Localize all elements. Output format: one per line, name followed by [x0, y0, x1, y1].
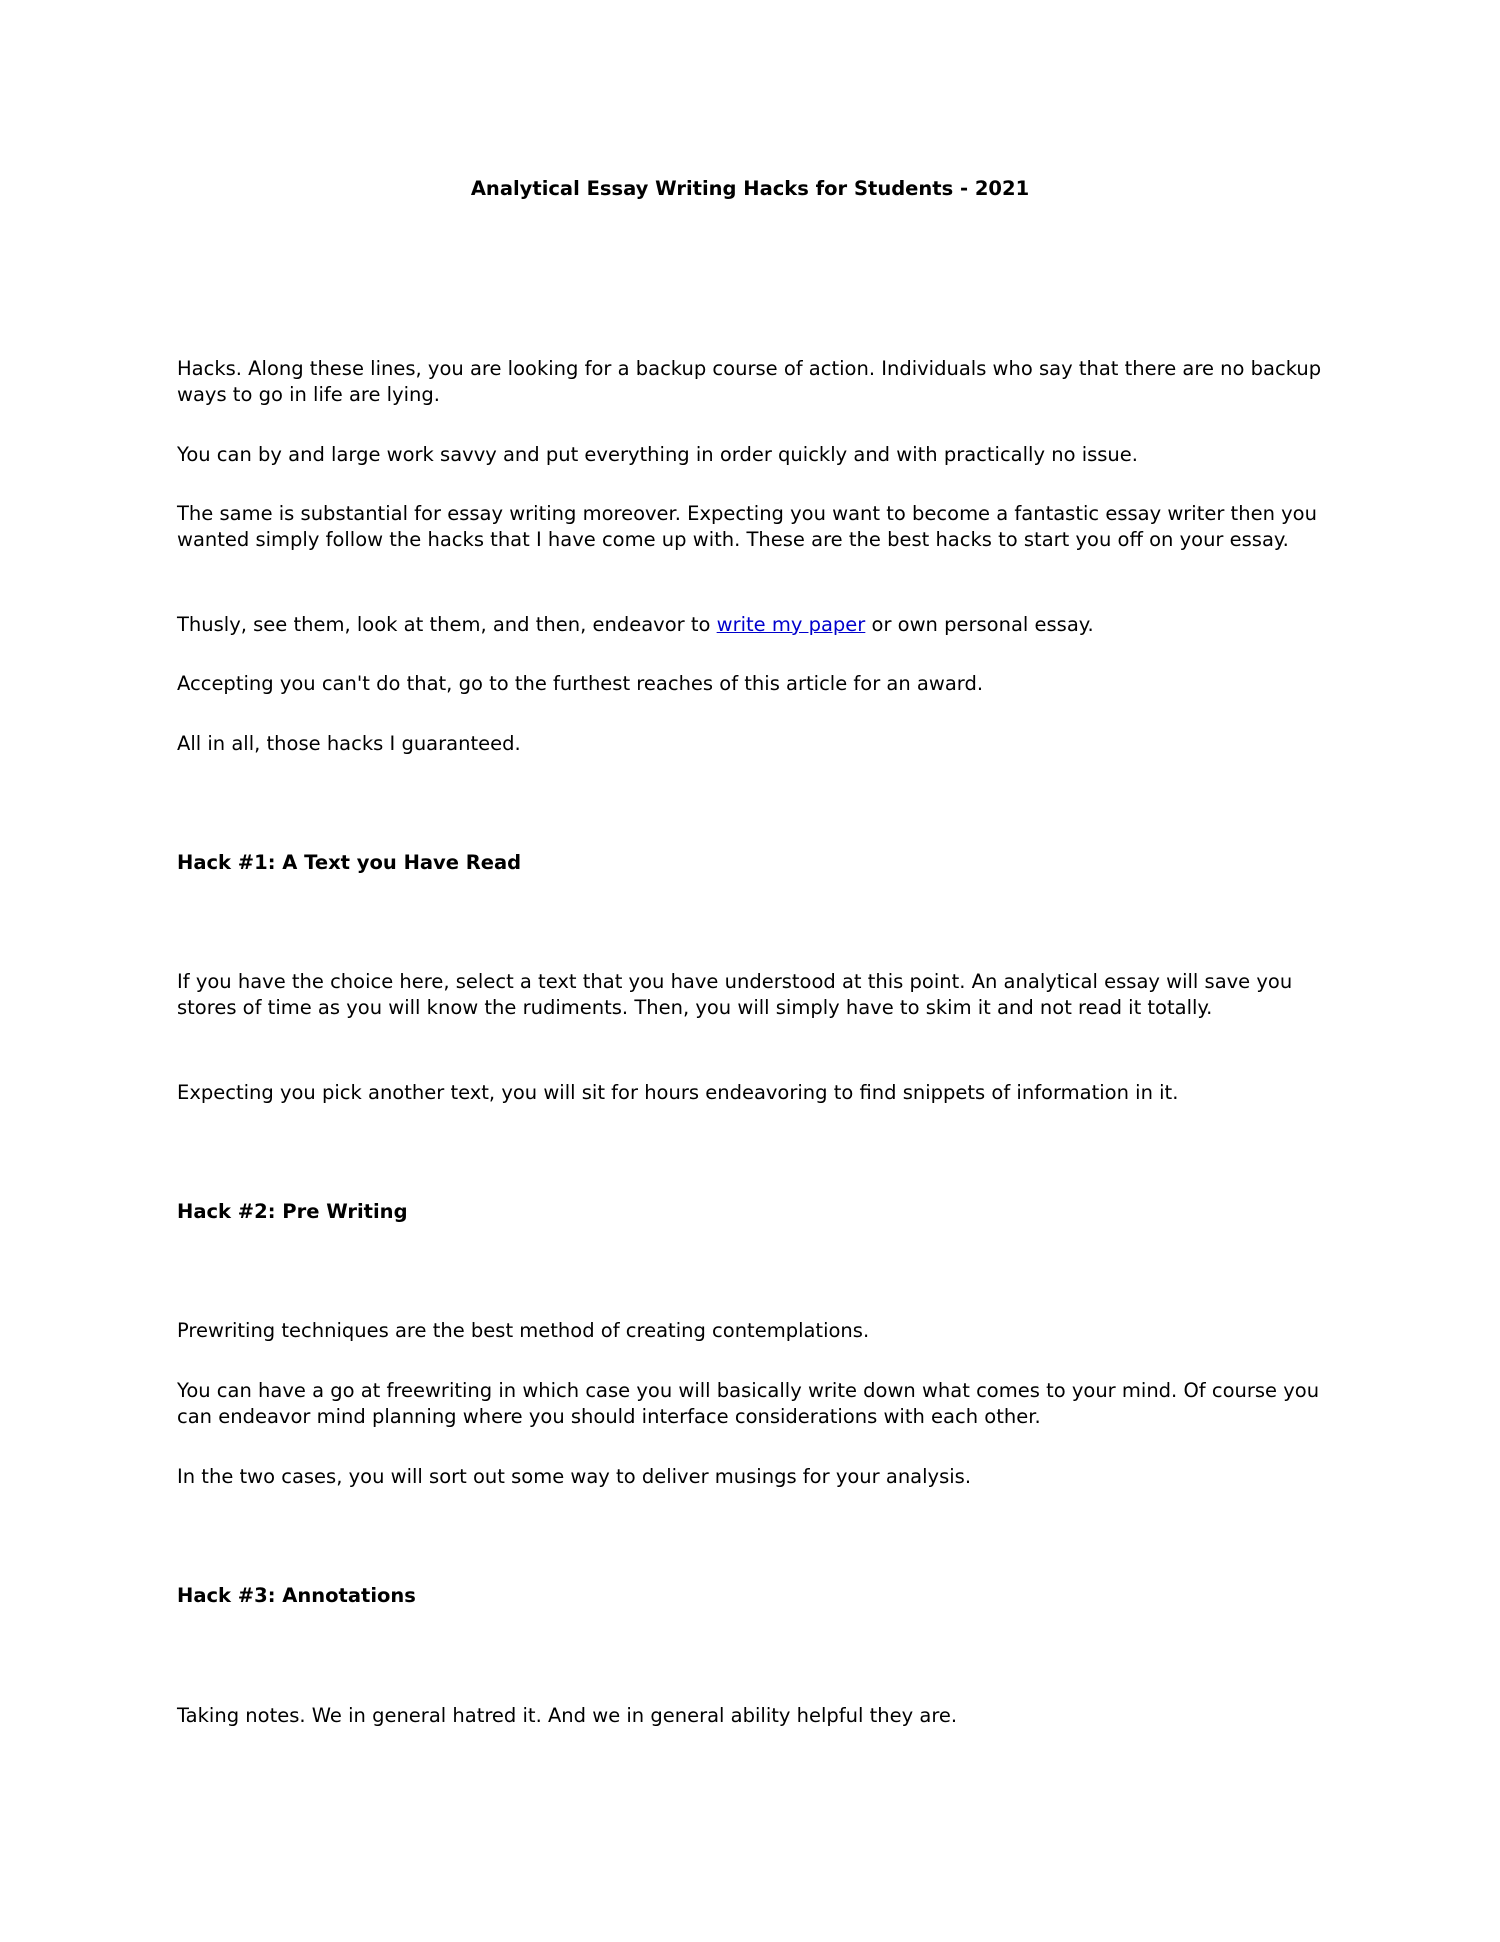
paragraph: You can have a go at freewriting in which case you will basically write down what comes to your mind. Of course you can endeavor mind planning where you should interface considerations with each other.: [177, 1379, 1320, 1428]
heading-hack-3: Hack #3: Annotations: [177, 1584, 416, 1607]
text: Thusly, see them, look at them, and then, endeavor to: [177, 613, 717, 636]
heading-hack-1: Hack #1: A Text you Have Read: [177, 851, 522, 874]
paragraph: Expecting you pick another text, you will sit for hours endeavoring to find snippets of information in it.: [177, 1081, 1179, 1104]
paragraph: In the two cases, you will sort out some way to deliver musings for your analysis.: [177, 1465, 972, 1488]
heading-hack-2: Hack #2: Pre Writing: [177, 1200, 408, 1223]
paragraph: All in all, those hacks I guaranteed.: [177, 732, 521, 755]
paragraph: If you have the choice here, select a text that you have understood at this point. An analytical essay will save you stores of time as you will know the rudiments. Then, you will simply have to skim it and not read it totally.: [177, 970, 1293, 1019]
paragraph: Prewriting techniques are the best method of creating contemplations.: [177, 1319, 870, 1342]
text: or own personal essay.: [865, 613, 1094, 636]
paragraph: Taking notes. We in general hatred it. And we in general ability helpful they are.: [177, 1704, 958, 1727]
paragraph: You can by and large work savvy and put everything in order quickly and with practically no issue.: [177, 443, 1138, 466]
write-my-paper-link[interactable]: write my paper: [716, 613, 866, 636]
paragraph: Accepting you can't do that, go to the furthest reaches of this article for an award.: [177, 672, 984, 695]
paragraph: [177, 612, 1337, 638]
paragraph: The same is substantial for essay writing moreover. Expecting you want to become a fantastic essay writer then you wanted simply follow the hacks that I have come up with. These are the best hacks to start you off on your essay.: [177, 502, 1317, 551]
document-title: Analytical Essay Writing Hacks for Students - 2021: [470, 177, 1030, 200]
paragraph: Hacks. Along these lines, you are looking for a backup course of action. Individuals who say that there are no backup ways to go in life are lying.: [177, 357, 1322, 406]
